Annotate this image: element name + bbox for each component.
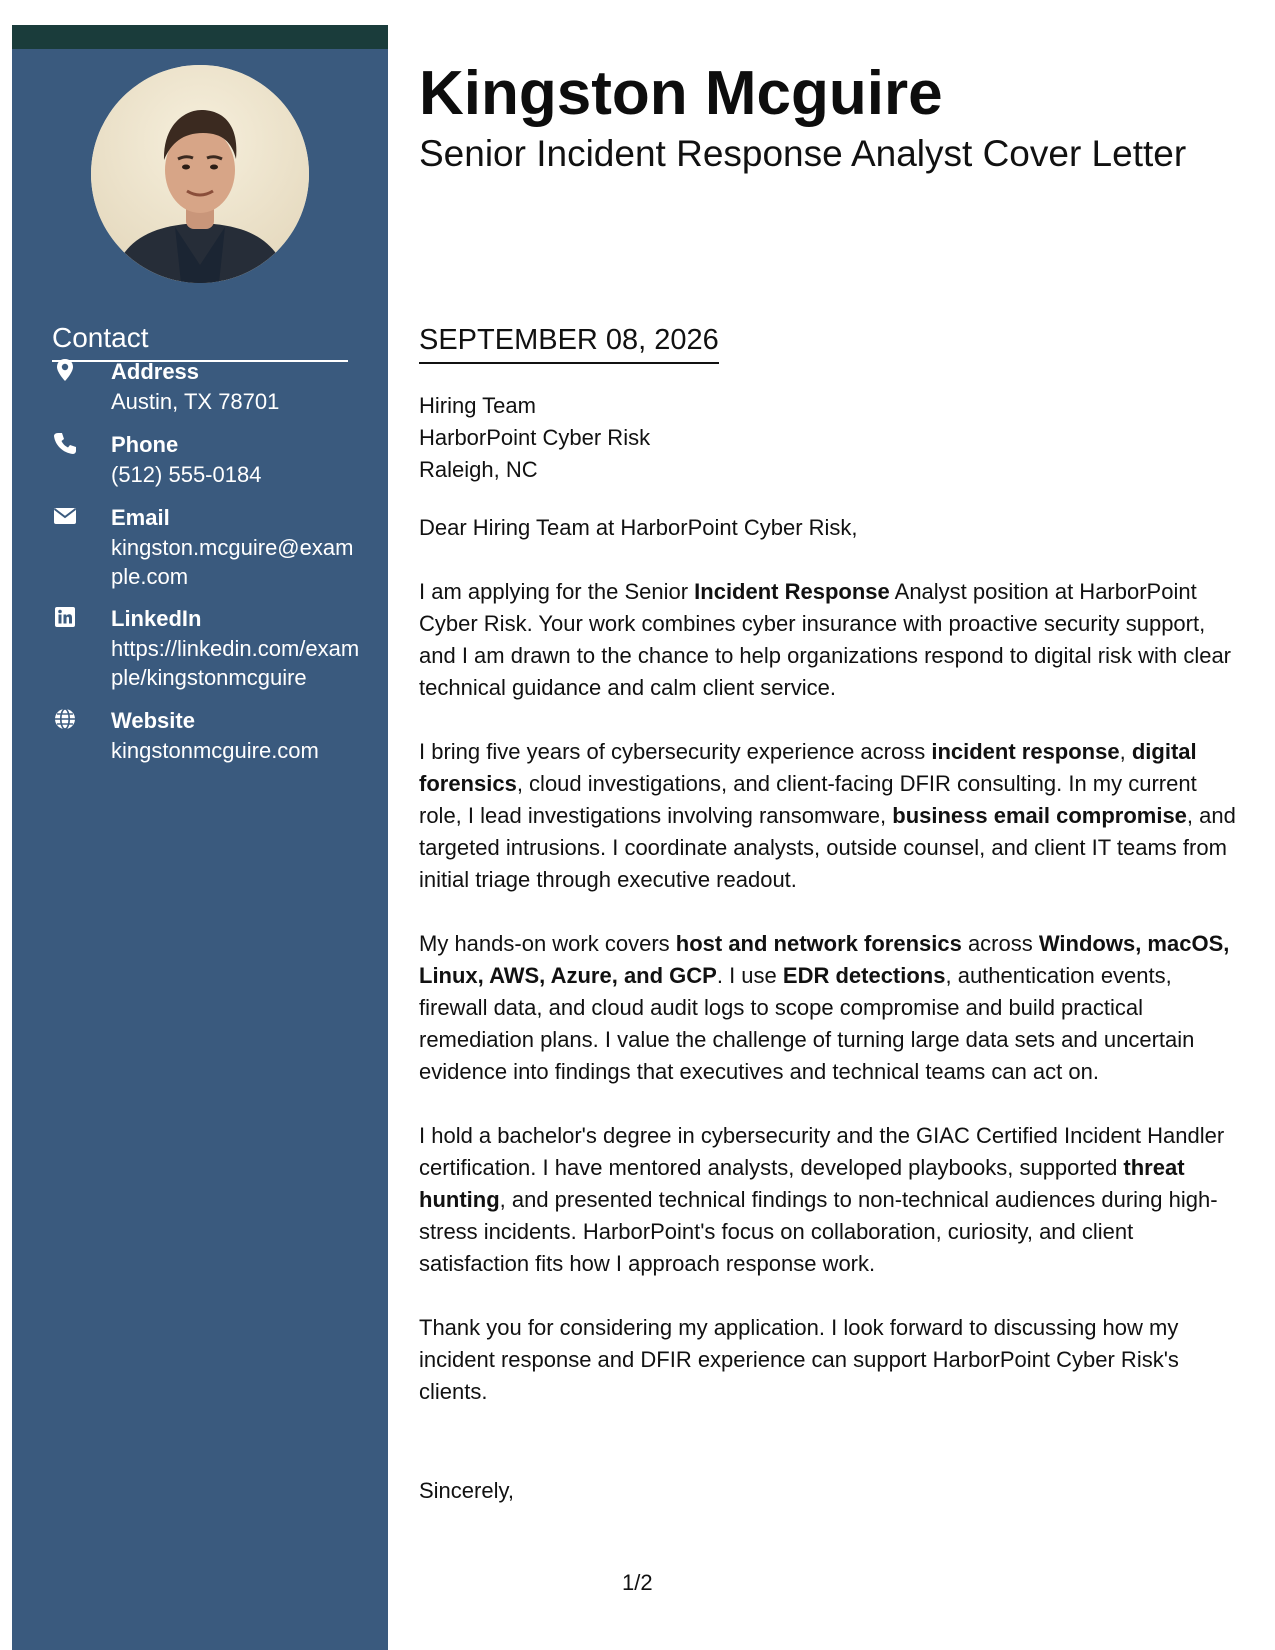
phone-value: (512) 555-0184 [111,462,262,487]
paragraph-3: My hands-on work covers host and network forensics across Windows, macOS, Linux, AWS, Azure, and GCP. I use EDR detections, authentication events, firewall data, and cloud audit logs to scope compromise and build practical remediation plans. I value the challenge of turning large data sets and uncertain evidence into findings that executives and technical teams can act on. [419,931,1230,1084]
paragraph-2: I bring five years of cybersecurity experience across incident response, digital forensics, cloud investigations, and client-facing DFIR consulting. In my current role, I lead investigations involving ransomware, business email compromise, and targeted intrusions. I coordinate analysts, outside counsel, and client IT teams from initial triage through executive readout. [419,739,1236,892]
profile-photo [91,65,309,283]
website-label: Website [111,708,195,733]
linkedin-value[interactable]: https://linkedin.com/example/kingstonmcguire [111,636,360,690]
salutation: Dear Hiring Team at HarborPoint Cyber Risk, [419,515,858,540]
closing: Sincerely, [419,1478,514,1503]
location-pin-icon [52,357,78,383]
recipient-line-2: HarborPoint Cyber Risk [419,425,651,450]
sidebar [12,25,388,1650]
candidate-name: Kingston Mcguire [419,59,943,128]
phone-icon [52,430,78,456]
linkedin-icon [52,604,78,630]
recipient-line-3: Raleigh, NC [419,457,538,482]
portrait-illustration [91,65,309,283]
recipient-line-1: Hiring Team [419,393,536,418]
website-value[interactable]: kingstonmcguire.com [111,738,319,763]
paragraph-1: I am applying for the Senior Incident Response Analyst position at HarborPoint Cyber Risk. Your work combines cyber insurance with proactive security support, and I am drawn to the chance to help organizations respond to digital risk with clear technical guidance and calm client service. [419,579,1232,700]
phone-label: Phone [111,432,179,457]
paragraph-5: Thank you for considering my application. I look forward to discussing how my incident response and DFIR experience can support HarborPoint Cyber Risk's clients. [419,1315,1179,1404]
envelope-icon [52,503,78,529]
recipient-block [419,390,650,486]
email-value[interactable]: kingston.mcguire@example.com [111,535,354,589]
page-number: 1/2 [622,1570,653,1595]
linkedin-label: LinkedIn [111,606,202,631]
contact-heading: Contact [52,322,348,362]
letter-body [419,512,1239,1440]
email-label: Email [111,505,170,530]
letter-date: SEPTEMBER 08, 2026 [419,322,719,364]
sidebar-top-bar [12,25,388,49]
address-value: Austin, TX 78701 [111,389,280,414]
address-label: Address [111,359,200,384]
paragraph-4: I hold a bachelor's degree in cybersecurity and the GIAC Certified Incident Handler certification. I have mentored analysts, developed playbooks, supported threat hunting, and presented technical findings to non-technical audiences during high-stress incidents. HarborPoint's focus on collaboration, curiosity, and client satisfaction fits how I approach response work. [419,1123,1225,1276]
globe-icon [52,706,78,732]
letter-subtitle: Senior Incident Response Analyst Cover Letter [419,133,1187,174]
